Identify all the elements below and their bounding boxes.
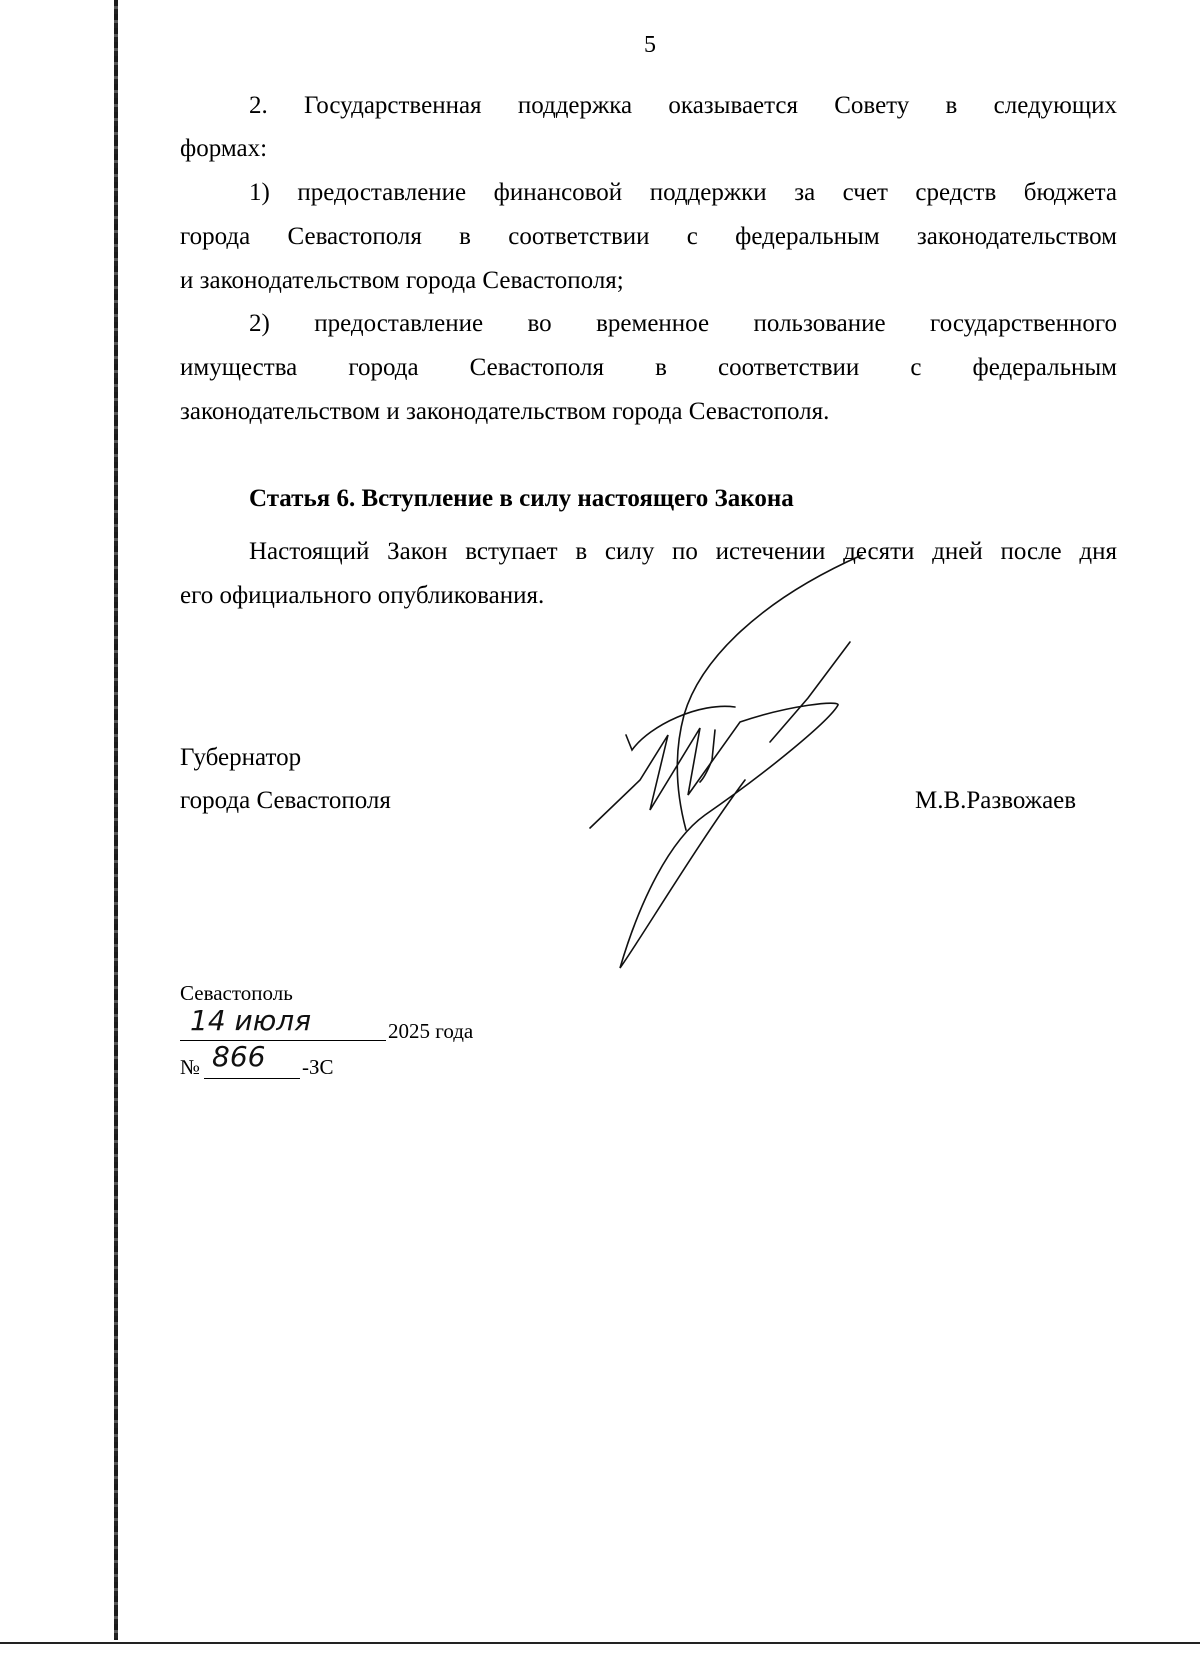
- item2-line2: имущества города Севастополя в соответствии с федеральным: [180, 354, 1117, 381]
- article6-body-line1: Настоящий Закон вступает в силу по истечении десяти дней после дня: [249, 538, 1117, 565]
- governor-name: М.В.Развожаев: [915, 787, 1077, 814]
- item2-line3: законодательством и законодательством города Севастополя.: [180, 398, 830, 425]
- page-number: 5: [644, 32, 656, 58]
- handwritten-date: 14 июля: [190, 1004, 312, 1037]
- footer-number-prefix: №: [180, 1055, 201, 1079]
- section2-intro-line1: 2. Государственная поддержка оказывается Совету в следующих: [249, 92, 1117, 119]
- section2-intro-line2: формах:: [180, 135, 268, 162]
- footer-city: Севастополь: [180, 981, 293, 1005]
- footer-year: 2025 года: [388, 1019, 474, 1043]
- item1-line1: 1) предоставление финансовой поддержки за счет средств бюджета: [249, 179, 1117, 206]
- number-underline: [204, 1078, 300, 1079]
- item1-line2: города Севастополя в соответствии с федеральным законодательством: [180, 223, 1117, 250]
- date-underline: [180, 1040, 386, 1041]
- item2-line1: 2) предоставление во временное пользование государственного: [249, 310, 1117, 337]
- footer-number-suffix: -ЗС: [302, 1055, 334, 1079]
- article6-heading: Статья 6. Вступление в силу настоящего Закона: [249, 485, 794, 512]
- governor-city: города Севастополя: [180, 787, 391, 814]
- governor-title: Губернатор: [180, 744, 302, 771]
- handwritten-number: 866: [212, 1040, 266, 1073]
- article6-body-line2: его официального опубликования.: [180, 582, 545, 609]
- item1-line3: и законодательством города Севастополя;: [180, 267, 624, 294]
